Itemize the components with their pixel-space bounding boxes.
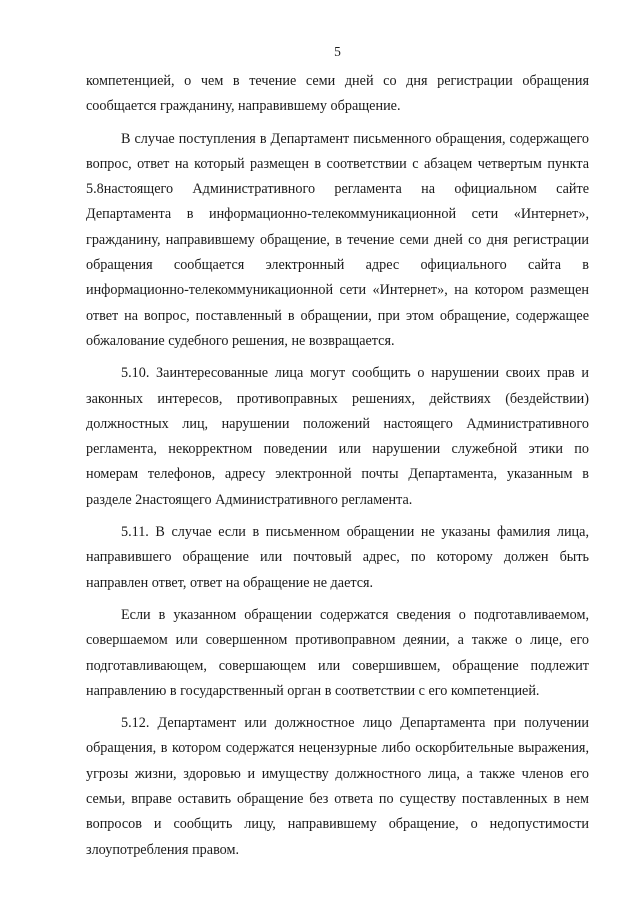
paragraph-5-10: 5.10. Заинтересованные лица могут сообщить о нарушении своих прав и законных интересов, противоправных решениях, действиях (бездействии) должностных лиц, нарушении положений настоящего Административного регламента, некорректном поведении или нарушении служебной этики по номерам телефонов, адресу электронной почты Департамента, указанным в разделе 2настоящего Административного регламента.: [86, 365, 589, 508]
document-body: [86, 69, 589, 870]
paragraph-unlawful-act: Если в указанном обращении содержатся сведения о подготавливаемом, совершаемом или совершенном противоправном деянии, а также о лице, его подготавливающем, совершающем или совершившем, обращение подлежит направлению в государственный орган в соответствии с его компетенцией.: [86, 606, 589, 699]
paragraph-5-12: 5.12. Департамент или должностное лицо Департамента при получении обращения, в котором содержатся нецензурные либо оскорбительные выражения, угрозы жизни, здоровью и имуществу должностного лица, а также членов его семьи, вправе оставить обращение без ответа по существу поставленных в нем вопросов и сообщить лицу, направившему обращение, о недопустимости злоупотребления правом.: [86, 715, 589, 858]
paragraph-continuation: компетенцией, о чем в течение семи дней со дня регистрации обращения сообщается гражданину, направившему обращение.: [86, 73, 589, 115]
page-number: 5: [334, 44, 341, 59]
paragraph-5-11: 5.11. В случае если в письменном обращении не указаны фамилия лица, направившего обращение или почтовый адрес, по которому должен быть направлен ответ, ответ на обращение не дается.: [86, 524, 589, 591]
paragraph-website-notice: В случае поступления в Департамент письменного обращения, содержащего вопрос, ответ на который размещен в соответствии с абзацем четвертым пункта 5.8настоящего Административного регламента на официальном сайте Департамента в информационно-телекоммуникационной сети «Интернет», гражданину, направившему обращение, в течение семи дней со дня регистрации обращения сообщается электронный адрес официального сайта в информационно-телекоммуникационной сети «Интернет», на котором размещен ответ на вопрос, поставленный в обращении, при этом обращение, содержащее обжалование судебного решения, не возвращается.: [86, 130, 589, 349]
